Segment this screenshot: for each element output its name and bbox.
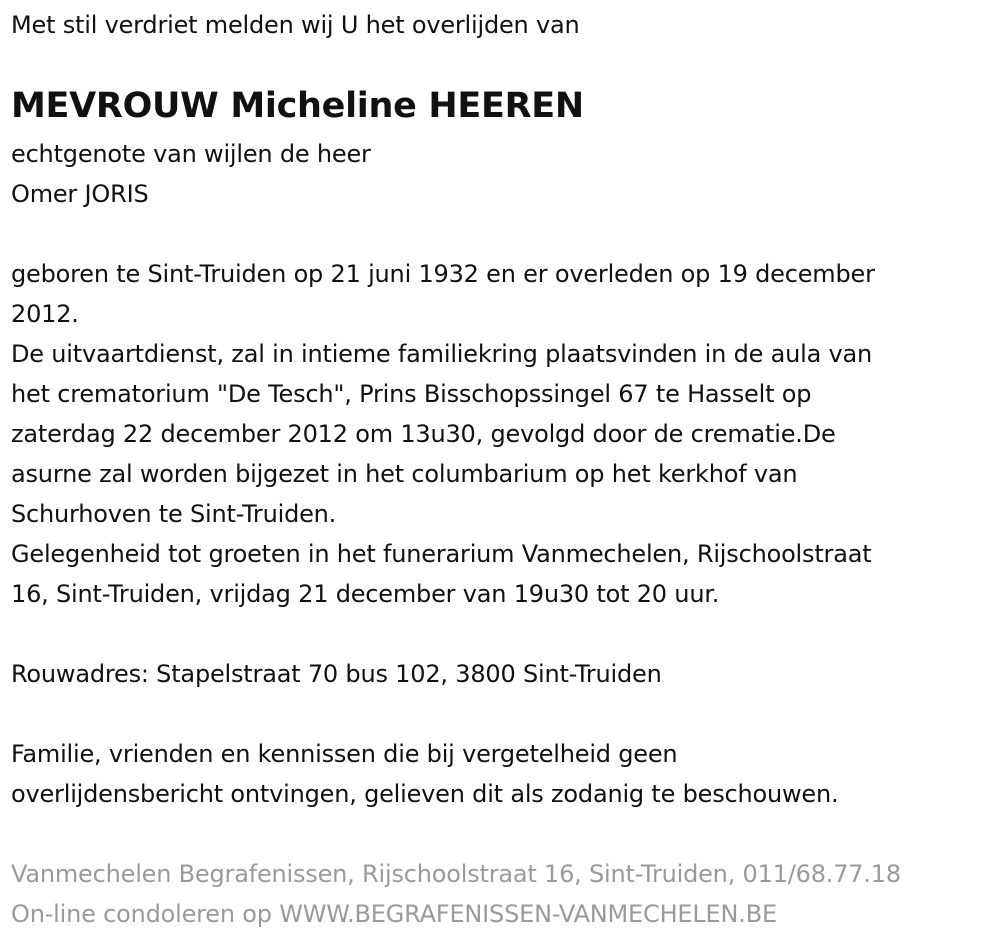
details-line: Gelegenheid tot groeten in het funerarium Vanmechelen, Rijschoolstraat: [11, 540, 872, 568]
notice-line: Familie, vrienden en kennissen die bij vergetelheid geen: [11, 740, 678, 768]
notice-block: [11, 734, 838, 814]
notice-line: overlijdensbericht ontvingen, gelieven dit als zodanig te beschouwen.: [11, 780, 839, 808]
details-line: 2012.: [11, 300, 79, 328]
funeral-home-contact: Vanmechelen Begrafenissen, Rijschoolstraat 16, Sint-Truiden, 011/68.77.18: [11, 860, 901, 888]
spouse-line: echtgenote van wijlen de heer: [11, 140, 371, 168]
details-line: geboren te Sint-Truiden op 21 juni 1932 en er overleden op 19 december: [11, 260, 875, 288]
details-line: zaterdag 22 december 2012 om 13u30, gevolgd door de crematie.De: [11, 420, 836, 448]
spouse-block: [11, 134, 371, 214]
mourning-address: Rouwadres: Stapelstraat 70 bus 102, 3800 Sint-Truiden: [11, 660, 662, 688]
spouse-name: Omer JORIS: [11, 180, 149, 208]
details-line: De uitvaartdienst, zal in intieme familiekring plaatsvinden in de aula van: [11, 340, 873, 368]
deceased-name: MEVROUW Micheline HEEREN: [11, 86, 584, 126]
details-line: het crematorium "De Tesch", Prins Bisschopssingel 67 te Hasselt op: [11, 380, 812, 408]
intro-text: Met stil verdriet melden wij U het overlijden van: [11, 11, 580, 39]
details-line: 16, Sint-Truiden, vrijdag 21 december van 19u30 tot 20 uur.: [11, 580, 720, 608]
online-condolence-link[interactable]: On-line condoleren op WWW.BEGRAFENISSEN-VANMECHELEN.BE: [11, 900, 777, 928]
mourning-address-block: [11, 654, 662, 694]
details-line: asurne zal worden bijgezet in het columbarium op het kerkhof van: [11, 460, 798, 488]
footer: [11, 854, 901, 934]
details-line: Schurhoven te Sint-Truiden.: [11, 500, 337, 528]
details-block: [11, 254, 875, 614]
